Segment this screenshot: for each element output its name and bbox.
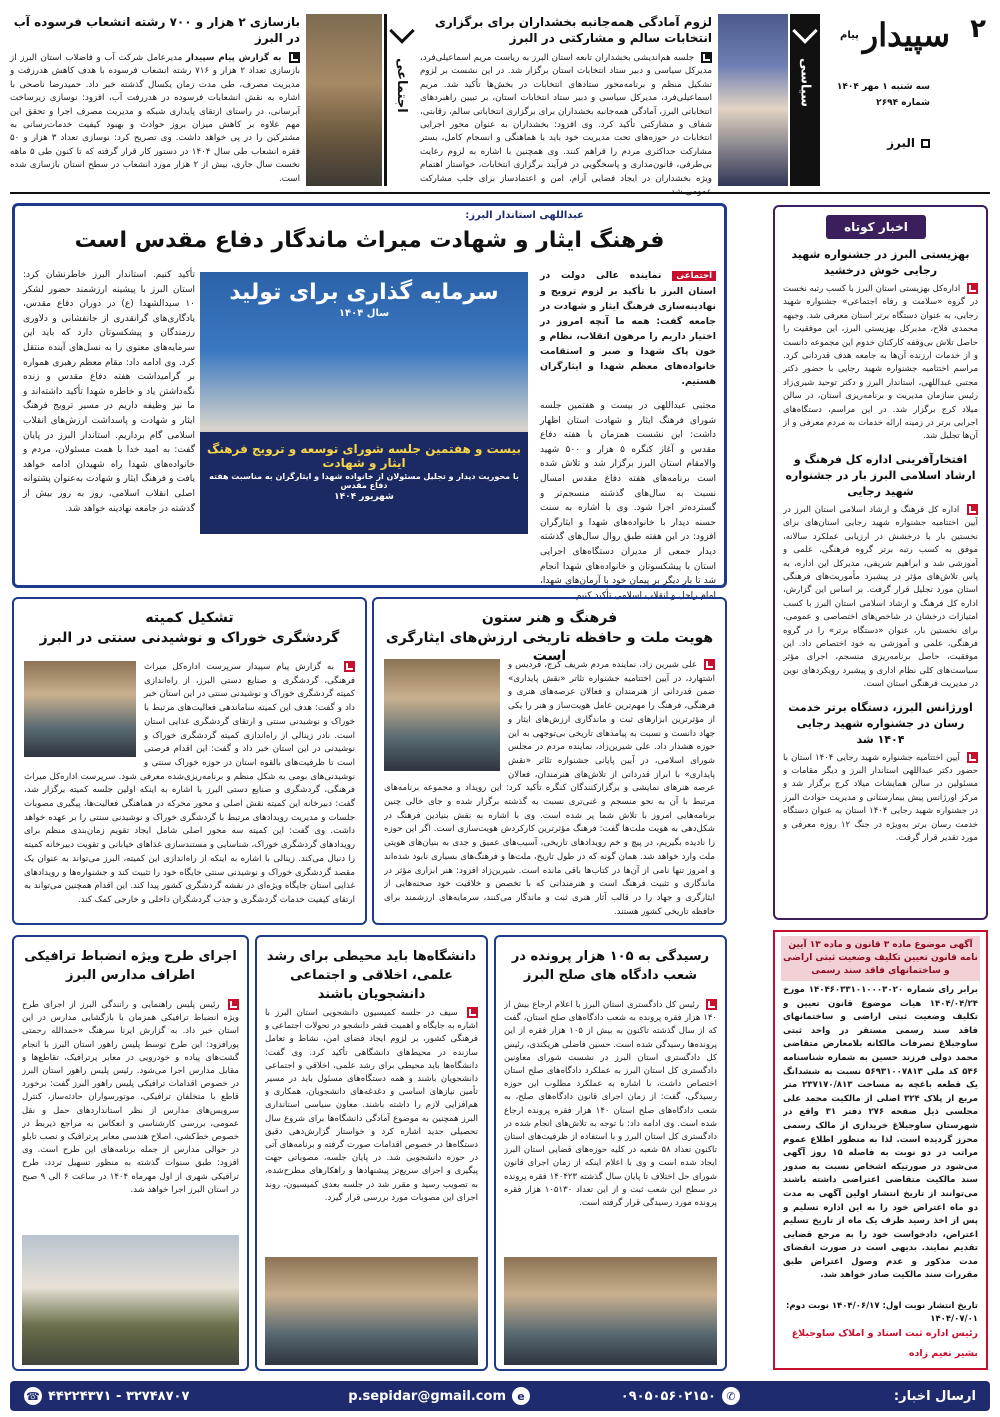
photo-caption: بیست و هفتمین جلسه شورای توسعه و ترویج فرهنگ ایثار و شهادت — [207, 442, 521, 470]
square-icon — [921, 139, 930, 148]
council-meeting-photo — [200, 272, 528, 534]
court-story-title: رسیدگی به ۱۰۵ هزار پرونده در شعب دادگاه های صلح البرز — [511, 949, 710, 983]
photo-banner-subtext: سال ۱۴۰۴ — [338, 308, 390, 319]
commission-meeting-photo — [265, 1257, 478, 1365]
ad-signature-title: رئیس اداره ثبت اسناد و املاک ساوجبلاغ — [791, 1328, 978, 1339]
short-news-box — [773, 205, 988, 920]
legal-notice-ad — [773, 930, 988, 1370]
portrait-photo — [718, 14, 788, 186]
story-marker-icon — [701, 52, 712, 63]
university-story-body: سیف در جلسه کمیسیون دانشجویی استان البرز با اشاره به جایگاه و اهمیت قشر دانشجو در تحولات اجتماعی و فرهنگی کشور، بر لزوم ایجاد فضای امن، نشاط و تعامل سازنده در محیط‌های دانشگاهی تأکید کرد. وی گفت: دانشگاه‌ها باید محیطی برای رشد علمی، اخلاقی و اجتماعی دانشجویان باشند و همه دستگاه‌های مسئول باید در مسیر تأمین نیازهای اساسی و دغدغه‌های دانشجویان، همکاری و هم‌افزایی لازم را داشته باشند. معاون سیاسی استانداری البرز همچنین به موضوع آمادگی دانشگاه‌ها برای شروع سال تحصیلی جدید اشاره کرد و خواستار گزارش‌دهی دقیق دستگاه‌ها در خصوص اقدامات صورت گرفته و برنامه‌های آتی در حوزه دانشجویی شد. در پایان جلسه، مصوباتی جهت پیگیری و اجرای سریع‌تر پیشنهادها و راهکارهای مطرح‌شده، به تصویب رسید و مقرر شد در جلسه بعدی کمیسیون، روند اجرای این مصوبات مورد بررسی قرار گیرد. — [265, 1008, 478, 1203]
story-marker-icon — [967, 504, 978, 515]
footer-label: ارسال اخبار: — [893, 1388, 976, 1404]
story-marker-icon — [706, 999, 717, 1010]
photo-caption-date: شهریور ۱۴۰۴ — [334, 492, 394, 502]
politics-story-body: جلسه هم‌اندیشی بخشداران تابعه استان البرز به ریاست مریم اسماعیلی‌فرد، مدیرکل سیاسی و دبیر ستاد انتخابات استان برگزار شد. در این نشست بر لزوم تشکیل منظم و برنامه‌محور ستادهای انتخابات در بخش‌ها تأکید شد. مریم اسماعیلی‌فرد، مدیرکل سیاسی و دبیر ستاد انتخابات استان، بر تبیین راهبردهای انتخاباتی البرز، آمادگی همه‌جانبه بخشداران برای برگزاری انتخاباتی سالم، رقابتی، شفاف و مشارکتی تأکید کرد. وی افزود: بخشداران به عنوان محور اجرایی انتخابات در حوزه‌های تحت مدیریت خود باید با هماهنگی و انسجام کامل، بستر مشارکت حداکثری مردم را فراهم کنند. وی همچنین با اشاره به لزوم رعایت بی‌طرفی، قانون‌مداری و پاسخگویی در فرآیند برگزاری انتخابات، خواستار اهتمام ویژه بخشداران در ایجاد فضایی آرام، امن و اعتمادساز برای جلب مشارکت — [420, 53, 712, 184]
water-pipes-story-body: مدیرعامل شرکت آب و فاضلاب استان البرز از بازسازی تعداد ۲ هزار و ۷۱۶ رشته انشعاب فرسوده با هدف کاهش هدررفت و مدیریت مصرف، طی مدت زمان یکسال گذشته خبر داد. حمیدرضا ناصحی با اشاره به نقش انشعابات فرسوده در هدررفت آب، افزود: نوسازی زیرساخت آبرسانی، در راستای ارتقای پایداری شبکه و مدیریت مصرف اجرا و تحقق این مهم علاوه بر کاهش میزان بروز حوادث و بهبود کیفیت خدمات‌رسانی به مشترکین را در پی خواهد داشت. وی تصریح کرد: نوسازی تعداد ۳ هزار و ۵۰ فقره انشعاب طی سال ۱۴۰۴ در دستور کار قرار گرفته که تا کنون طی ۵ ماهه نخست سال جاری، بیش از ۲ هزار مورد انشعاب در سطح استان بازسازی شده است. — [10, 53, 301, 184]
short-news-item2-body: اداره کل فرهنگ و ارشاد اسلامی استان البرز در آیین اختتامیه جشنواره شهید رجایی استان‌های برای نخستین بار با درخشش در ارزیابی عملکرد سالانه، موفق به کسب رتبه برتر گروه فرهنگی، علمی و آموزشی شد و ابراهیم شریفی، مدیرکل این اداره، به پاس تلاش‌های مؤثر در پیشبرد مأموریت‌های فرهنگی استان مورد تجلیل قرار گرفت. بر اساس این گزارش، اداره کل فرهنگ و ارشاد اسلامی استان البرز با کسب امتیازات درخشان در شاخص‌های اختصاصی و عمومی، برای نخستین بار، عنوان «دستگاه برتر» را در گروه فرهنگی، علمی و آموزشی به خود اختصاص داد. این موفقیت، حاصل برنامه‌ریزی منسجم، اجرای مؤثر سیاست‌های کلی نظام اداری و پیشبرد رویکردهای نوین در مدیریت فرهنگی استان است. — [783, 504, 978, 690]
story-marker-icon — [704, 659, 715, 670]
section-label-politics: سیاسی — [797, 58, 813, 107]
arrow-down-left-icon — [389, 18, 414, 43]
logo-main-text: سپیدار — [862, 16, 950, 54]
culture-story-box — [372, 597, 727, 925]
main-story-body-right: مجتبی عبداللهی در بیست و هفتمین جلسه شورای فرهنگ ایثار و شهادت استان اظهار داشت: این نشست همزمان با هفته دفاع مقدس و آغاز کنگره ۵ هزار و ۵۰۰ شهید والامقام استان البرز برگزار شد و تلاش شده است برنامه‌های هفته دفاع مقدس امسال نسبت به سال‌های گذشته منسجم‌تر و گسترده‌تر اجرا شود. وی با اشاره به سنت حسنه دیدار با خانواده‌های شهدا و ایثارگران افزود: در این هفته طبق روال سال‌های گذشته دیدار جمعی از مدیران دستگاه‌های اجرایی استان با پیشکسوتان و خانواده‌های شهدا انجام شد تا بار دیگر بر پیمان خود با آرمان‌های شهدا، امام راحل و انقلاب اسلامی تأکید کنیم. — [540, 401, 716, 601]
section-badge: اجتماعی — [672, 271, 716, 281]
photo-caption-sub: با محوریت دیدار و تجلیل مسئولان از خانواده شهدا و ایثارگران به مناسبت هفته دفاع مقدس — [209, 472, 519, 490]
university-story-title: دانشگاه‌ها باید محیطی برای رشد علمی، اخلاقی و اجتماعی دانشجویان باشند — [266, 949, 477, 1002]
section-label-social: اجتماعی — [394, 58, 409, 113]
tourism-story-title-2: گردشگری خوراک و نوشیدنی سنتی در البرز — [39, 630, 340, 646]
tourism-story-box — [12, 597, 367, 925]
main-story-body-left: تأکید کنیم. استاندار البرز خاطرنشان کرد: استان البرز با پیشینه ارزشمند حضور لشکر ۱۰ سیدالشهدا (ع) در دوران دفاع مقدس، یادگاری‌های گرانقدری از جانفشانی و دلاوری رزمندگان و پیشکسوتان دارد که باید این سرمایه‌های معنوی را به نسل‌های آینده منتقل کرد. وی ادامه داد: مقام معظم رهبری همواره بر گرامیداشت هفته دفاع مقدس و زنده نگه‌داشتن یاد و خاطره شهدا تأکید داشته‌اند و ما نیز وظیفه داریم در مسیر ترویج فرهنگ ایثار و شهادت و پاسداشت ارزش‌های انقلاب اسلامی گام برداریم. استاندار البرز در پایان گفت: به امید خدا با همت مسئولان، مردم و خانواده‌های شهدا راه شهیدان ادامه خواهد یافت و فرهنگ ایثار و شهادت به‌عنوان پشتوانه اصلی انقلاب اسلامی، روز به روز بیش از گذشته در جامعه نهادینه خواهد شد. — [23, 270, 195, 514]
water-pipes-story-title: بازسازی ۲ هزار و ۷۰۰ رشته انشعاب فرسوده آب در البرز — [13, 15, 300, 45]
short-news-item3-title: اورژانس البرز، دستگاه برتر خدمت رسان در جشنواره شهید رجایی ۱۴۰۴ شد — [788, 700, 973, 746]
court-story-box — [494, 935, 727, 1371]
footer-contact-bar — [10, 1381, 990, 1411]
ad-dates: تاریخ انتشار نوبت اول: ۱۴۰۴/۰۶/۱۷ نوبت دوم: ۱۴۰۴/۰۷/۰۱ — [785, 1301, 978, 1324]
tourism-story-body: به گزارش پیام سپیدار سرپرست اداره‌کل میراث فرهنگی، گردشگری و صنایع دستی البرز، از راه‌اندازی کمیته گردشگری خوراک و نوشیدنی سنتی در این استان خبر داد و گفت: هدف این کمیته ساماندهی فعالیت‌های مرتبط با خوراک و نوشیدنی سنتی و ارتقای گردشگری غذایی استان است. نادر زینالی از راه‌اندازی کمیته گردشگری خوراک و نوشیدنی در این استان خبر داد و گفت: این اقدام فرصتی است تا ظرفیت‌های بالقوه استان در حوزه خوراک سنتی و نوشیدنی‌های بومی به شکل منظم و برنامه‌ریزی‌شده معرفی شود. سرپرست اداره‌کل میراث فرهنگی، گردشگری و صنایع دستی البرز با اشاره به اینکه اولین جلسه کمیته برگزار شد، گفت: دبیرخانه این کمیته نقش اصلی و محور محرکه در هماهنگی فعالیت‌ها، پیگیری مصوبات جلسات و مدیریت رویدادهای مرتبط با گردشگری خوراک و نوشیدنی سنتی را بر عهده خواهد داشت. وی گفت: این کمیته سه محور اصلی شامل ایجاد تقویم زمان‌بندی منظم برای رویدادهای گردشگری خوراک، شناسایی و مستندسازی غذاهای خیابانی و تقویت دبیرخانه کمیته را دنبال می‌کند. زینالی با اشاره به اینکه از راه‌اندازی این کمیته، البرز می‌تواند به عنوان یک مقصد گردشگری خوراک و نوشیدنی سنتی جایگاه خود را تثبیت کند و جشنواره‌ها و رویدادهای غذایی استان جایگاه ویژه‌ای در نقشه گردشگری کشور پیدا کند. این اقدام همچنین می‌تواند به ارتقای کیفیت خدمات گردشگری و جذب گردشگران داخلی و خارجی کمک کند. — [24, 662, 355, 905]
issue-number: شماره ۲۶۹۴ — [876, 98, 930, 108]
water-pipes-story — [10, 14, 300, 186]
pipe-repair-photo — [306, 14, 382, 186]
footer-email[interactable]: p.sepidar@gmail.com — [348, 1388, 506, 1404]
whatsapp-icon: ✆ — [722, 1387, 740, 1405]
top-divider — [10, 192, 990, 194]
section-tab-social — [384, 14, 416, 186]
politics-story — [420, 14, 712, 186]
photo-banner-text: سرمایه گذاری برای تولید — [229, 280, 499, 305]
story-marker-icon — [967, 283, 978, 294]
court-meeting-photo — [504, 1257, 717, 1365]
traffic-story-box — [12, 935, 249, 1371]
culture-story-title-1: فرهنگ و هنر ستون — [481, 610, 618, 626]
short-news-item1-title: بهزیستی البرز در جشنواره شهید رجایی خوش درخشید — [791, 248, 970, 277]
short-news-item3-body: آیین اختتامیه جشنواره شهید رجایی ۱۴۰۴ استان با حضور دکتر عبداللهی استاندار البرز و دیگر مقامات و مسئولین در سالن همایشات میلاد کرج برگزار شد و مرکز اورژانس پیش بیمارستانی و مدیریت حوادث البرز در جشنواره شهید رجایی ۱۴۰۴ استان به عنوان دستگاه خدمت رسان برتر به‌ویژه در جنگ ۱۲ روزه معرفی و مورد تقدیر قرار گرفت. — [783, 752, 978, 843]
footer-mobile[interactable]: ۰۹۰۵۰۵۶۰۲۱۵۰ — [620, 1388, 716, 1404]
story-marker-icon — [467, 1007, 478, 1018]
traffic-story-body: رئیس پلیس راهنمایی و رانندگی البرز از اجرای طرح ویژه انضباط ترافیکی همزمان با بازگشایی مدارس در این استان خبر داد. به گزارش ایرنا سرهنگ «حمدالله رحمتی پورافزود: این طرح توسط پلیس راهور استان البرز با انجام گشت‌های پیاده و خودرویی در معابر پرترافیک، تقاطع‌ها و مقابل مدارس اجرا می‌شود. رئیس پلیس راهور استان البرز در خصوص اقدامات ترافیکی پلیس راهور البرز گفت: برخورد قاطع با متخلفان ترافیکی، موتورسواران حادثه‌ساز، کنترل سرویس‌های مدارس از نظر استانداردهای حمل و نقل عمومی، بررسی کارشناسی و انعکاس به مراجع ذیربط در خصوص خط‌کشی، اصلاح هندسی معابر پرترافیک و نصب تابلو در حوالی مدارس از جمله برنامه‌های این طرح است. وی افزود: طبق سنوات گذشته به منظور تسهیل تردد، طرح ترافیکی شهری از اول مهرماه ۱۴۰۴ در ساعت ۶ الی ۹ صبح در استان البرز اجرا خواهد شد. — [22, 1000, 239, 1195]
ad-signature-name: بشیر نعیم زاده — [908, 1348, 978, 1359]
story-marker-icon — [344, 661, 355, 672]
issue-date: سه شنبه ۱ مهر ۱۴۰۴ — [836, 82, 930, 92]
region-label — [887, 136, 930, 150]
ad-body: برابر رای شماره ۱۴۰۴۶۰۳۳۱۰۱۰۰۰۳۰۲۰ مورخ ۱۴۰۴/۰۴/۲۴ هیات موضوع قانون تعیین و تکلیف وضعیت ثبتی اراضی و ساختمانهای فاقد سند رسمی مستقر در واحد ثبتی ساوجبلاغ تصرفات مالکانه بلامعارض متقاضی محمد دولی فرزند حسین به شماره شناسنامه ۵۴۶ کد ملی ۵۶۹۳۱۰۰۷۸۱۳ نسبت به ششدانگ یک قطعه باغچه به مساحت ۲۳۷۱۷۰/۸۱۳ متر مربع از پلاک ۳۲۴ اصلی از مالکیت محمد علی مجلسی ذیل صفحه ۲۷۶ دفتر ۳۱ واقع در شهرستان ساوجبلاغ خریداری از مالک رسمی محرز گردیده است. لذا به منظور اطلاع عموم مراتب در دو نوبت به فاصله ۱۵ روز آگهی می‌شود در صورتیکه اشخاص نسبت به صدور سند مالکیت متقاضی اعتراضی داشته باشند می‌توانند از تاریخ انتشار اولین آگهی به مدت دو ماه اعتراض خود را به این اداره تسلیم و پس از اخذ رسید ظرف یک ماه از تاریخ تسلیم اعتراض، دادخواست خود را به مرجع قضایی تقدیم نمایند. بدیهی است در صورت انقضای مدت مذکور و عدم وصول اعتراض طبق مقررات سند مالکیت صادر خواهد شد. — [783, 985, 978, 1281]
newspaper-logo — [838, 16, 950, 76]
culture-story-title-2: هویت ملت و حافظه تاریخی ارزش‌های ایثارگری است — [385, 630, 714, 664]
university-story-box — [255, 935, 488, 1371]
section-tab-politics — [790, 14, 820, 186]
ad-title: آگهی موضوع ماده ۳ قانون و ماده ۱۳ آیین نامه قانون تعیین تکلیف وضعیت ثبتی اراضی و ساختمانهای فاقد سند رسمی — [781, 936, 980, 981]
short-news-title: اخبار کوتاه — [826, 215, 926, 239]
main-story-lead: نماینده عالی دولت در استان البرز با تأکید بر لزوم ترویج و نهادینه‌سازی فرهنگ ایثار و شهادت در جامعه گفت: همه ما آنچه امروز در اختیار داریم را مرهون انقلاب، نظام و خون پاک شهدا و صبر و استقامت خانواده‌های معظم شهدا و ایثارگران هستیم. — [540, 270, 716, 387]
short-news-item2-title: افتخارآفرینی اداره کل فرهنگ و ارشاد اسلامی البرز بار در جشنواره شهید رجایی — [785, 452, 976, 498]
tourism-story-title-1: تشکیل کمیته — [145, 610, 234, 626]
logo-small-text: پیام — [840, 30, 859, 41]
traffic-police-photo — [22, 1235, 239, 1365]
main-story-box — [12, 203, 727, 601]
story-marker-icon — [289, 52, 300, 63]
short-news-item1-body: اداره‌کل بهزیستی استان البرز با کسب رتبه نخست در گروه «سلامت و رفاه اجتماعی» جشنواره شهید رجایی، به عنوان دستگاه برتر استان معرفی شد. وجیهه محمدی فلاح، مدیرکل بهزیستی البرز، این موفقیت را حاصل تلاش بی‌وقفه کارکنان خدوم این مجموعه دانست و از خدمات ارزنده آن‌ها به جامعه هدف قدردانی کرد. مراسم اختتامیه جشنواره شهید رجایی با حضور دکتر مجتبی عبداللهی، استاندار البرز و دکتر توحید شیری‌زاد رئیس سازمان مدیریت و برنامه‌ریزی استان، در سالن میلاد کرج برگزار شد. در این مراسم، دستگاه‌های اجرایی برتر در زمینه ارائه خدمات به مردم معرفی و از آن‌ها تجلیل شد. — [783, 284, 978, 442]
main-story-title: فرهنگ ایثار و شهادت میراث ماندگار دفاع مقدس است — [74, 228, 665, 253]
arrow-down-left-icon — [792, 18, 817, 43]
main-story-kicker: عبداللهی استاندار البرز: — [465, 210, 584, 221]
email-icon: e — [512, 1387, 530, 1405]
court-story-body: رئیس کل دادگستری استان البرز با اعلام ارجاع بیش از ۱۴۰ هزار فقره پرونده به شعب دادگاه‌های صلح استان، گفت که از سال گذشته تاکنون به بیش از ۱۰۵ هزار فقره از این پرونده‌ها رسیدگی شده است. حسین فاضلی هریکندی، رئیس کل دادگستری استان البرز در نشست شورای معاونین دادگستری کل استان البرز به عملکرد دادگاه‌های صلح استان اختصاص داشت، با اشاره به عملکرد مطلوب این حوزه رسیدگی، گفت: از زمان اجرای قانون دادگاه‌های صلح، به شعب دادگاه‌های صلح استان ۱۴۰ هزار فقره پرونده ارجاع شده است. وی ادامه داد: با توجه به تلاش‌های انجام شده در دادگستری کل استان البرز و با استفاده از ظرفیت‌های استان تاکنون تعداد ۵۸ شعبه در کلیه حوزه‌های قضایی استان البرز ایجاد شده است و وی با اعلام اینکه از زمان اجرای قانون شورای حل اختلاف تا پایان سال گذشته ۱۴۰۴۲۳ فقره پرونده در سطح این شعب ثبت و از این تعداد ۱۰۵۱۳۰ هزار فقره پرونده مورد رسیدگی قرار گرفته است. — [504, 1000, 717, 1209]
traffic-story-title: اجرای طرح ویژه انضباط ترافیکی اطراف مدارس البرز — [24, 949, 237, 983]
politics-story-title: لزوم آمادگی همه‌جانبه بخشداران برای برگزاری انتخابات سالم و مشارکتی در البرز — [434, 15, 712, 45]
water-pipes-story-lead: به گزارش پیام سپیدار — [185, 53, 282, 63]
phone-icon: ☎ — [24, 1387, 42, 1405]
footer-phone[interactable]: ۳۲۷۴۸۷۰۷ - ۴۴۲۲۴۳۷۱ — [48, 1388, 190, 1404]
page-number: ۲ — [970, 14, 986, 44]
region-text: البرز — [887, 136, 915, 150]
story-marker-icon — [228, 999, 239, 1010]
culture-story-body: علی شیرین زاد، نماینده مردم شریف کرج، فردیس و اشتهارد، در آیین اختتامیه جشنواره تئاتر «نقش پایداری» ضمن قدردانی از هنرمندان و فعالان عرصه‌های هنری و فرهنگی، فرهنگ را مهم‌ترین عامل هویت‌ساز و هنر را یکی از مؤثرترین ابزارهای ثبت و ماندگاری ارزش‌های ایثار و جهاد دانست و نسبت به پیامدهای تاریخی بی‌توجهی به این حوزه هشدار داد. علی شیرین‌زاد، نماینده مردم در مجلس شورای اسلامی، در آیین پایانی جشنواره تئاتر «نقش پایداری» با ابراز قدردانی از تلاش‌های هنرمندان، فعالان عرصه هنرهای نمایشی و برگزارکنندگان کنگره تأکید کرد: این رویداد و مجموعه برنامه‌های مرتبط با آن به نحو منسجم و غنی‌تری نسبت به گذشته برگزار شده و جای خالی چنین برنامه‌هایی امروز با تلاش شما پر شده است. وی با اشاره به نقش بنیادین فرهنگ در شکل‌دهی به هویت ملت‌ها گفت: فرهنگ مؤثرترین کارکردش هویت‌سازی است. اگر این حوزه را نادیده بگیریم، در پیچ و خم رویدادهای تاریخی، آسیب‌های عمیق و جدی به بنیان‌های هویتی ملت وارد خواهد شد. همان گونه که در طول تاریخ، ملت‌ها و فرهنگ‌های بسیاری نابود شده‌اند و امروز تنها نامی از آن‌ها در کتاب‌ها باقی مانده است. شیرین‌زاد افزود: هنر ابزاری مؤثر در ماندگاری و تثبیت فرهنگ است و هنرمندانی که با تخصص و خلاقیت خود صحنه‌هایی از ایثارگری و جهاد را در قالب آثار هنری ثبت و ماندگار می‌کنند، سرمایه‌های ارزشمند برای حافظه تاریخی کشور هستند. — [384, 660, 715, 917]
story-marker-icon — [967, 752, 978, 763]
